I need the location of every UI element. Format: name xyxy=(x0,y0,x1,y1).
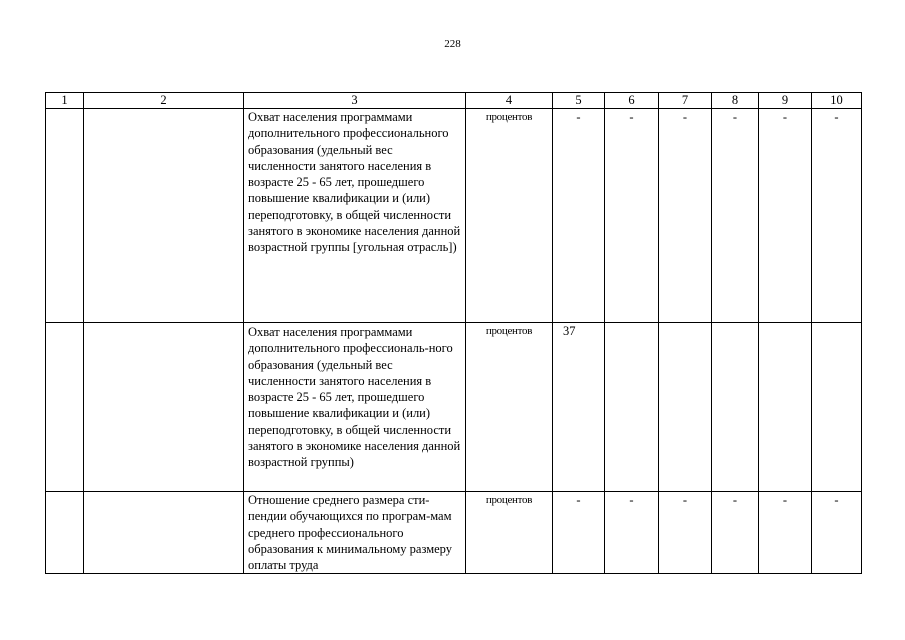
value-cell: - xyxy=(759,109,812,323)
value-cell: - xyxy=(605,492,659,574)
table-cell xyxy=(84,323,244,492)
value-cell xyxy=(759,323,812,492)
indicator-cell: Охват населения программами дополнительного профессионального образования (удельный вес численности занятого населения в возрасте 25 - 65 лет, прошедшего повышение квалификации и (или) переподготовку, в общей численности занятого в экономике населения данной возрастной группы [угольная отрасль]) xyxy=(244,109,466,323)
value-cell: - xyxy=(553,109,605,323)
indicator-cell: Охват населения программами дополнительного профессиональ-ного образования (удельный вес численности занятого населения в возрасте 25 - 65 лет, прошедшего повышение квалификации и (или) переподготовку, в общей численности занятого в экономике населения данной возрастной группы) xyxy=(244,323,466,492)
value-cell: - xyxy=(659,109,712,323)
column-header: 5 xyxy=(553,93,605,109)
value-cell xyxy=(605,323,659,492)
value-cell xyxy=(812,323,862,492)
column-header: 9 xyxy=(759,93,812,109)
indicator-cell: Отношение среднего размера сти-пендии обучающихся по програм-мам среднего профессионального образования к минимальному размеру оплаты труда xyxy=(244,492,466,574)
table-row xyxy=(46,323,862,492)
value-cell: - xyxy=(605,109,659,323)
table-row xyxy=(46,492,862,574)
table-cell xyxy=(46,323,84,492)
value-cell: - xyxy=(812,109,862,323)
column-header: 1 xyxy=(46,93,84,109)
value-cell xyxy=(659,323,712,492)
column-header: 3 xyxy=(244,93,466,109)
value-cell xyxy=(712,323,759,492)
table-cell xyxy=(46,109,84,323)
page-number: 228 xyxy=(444,38,461,50)
unit-cell: процентов xyxy=(466,109,553,323)
unit-cell: процентов xyxy=(466,323,553,492)
value-cell: - xyxy=(812,492,862,574)
header-row xyxy=(46,93,862,109)
column-header: 4 xyxy=(466,93,553,109)
value-cell: - xyxy=(659,492,712,574)
value-cell: - xyxy=(712,109,759,323)
value-cell: 37 xyxy=(553,323,605,492)
value-cell: - xyxy=(712,492,759,574)
table-row xyxy=(46,109,862,323)
column-header: 7 xyxy=(659,93,712,109)
table-cell xyxy=(46,492,84,574)
table-cell xyxy=(84,492,244,574)
value-cell: - xyxy=(553,492,605,574)
column-header: 2 xyxy=(84,93,244,109)
column-header: 10 xyxy=(812,93,862,109)
column-header: 6 xyxy=(605,93,659,109)
column-header: 8 xyxy=(712,93,759,109)
value-cell: - xyxy=(759,492,812,574)
data-table xyxy=(45,92,862,574)
table-cell xyxy=(84,109,244,323)
unit-cell: процентов xyxy=(466,492,553,574)
